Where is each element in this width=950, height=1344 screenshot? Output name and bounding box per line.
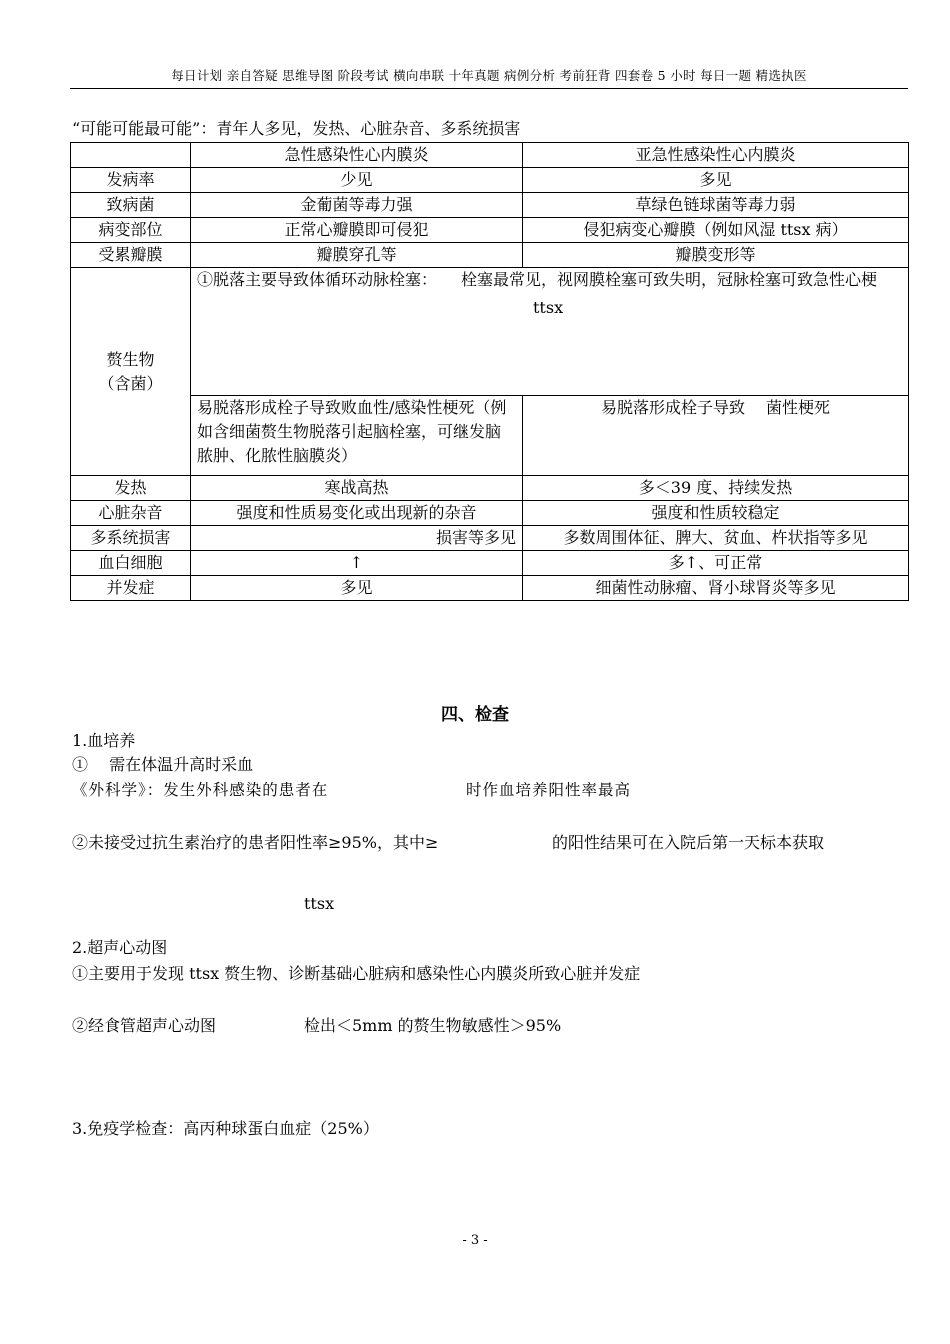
row-label: 病变部位 xyxy=(71,218,191,243)
subacute-cell: 多数周围体征、脾大、贫血、杵状指等多见 xyxy=(523,526,909,551)
acute-cell: ↑ xyxy=(191,551,523,576)
blood-culture-note: ttsx xyxy=(304,894,335,913)
immunology-item: 3.免疫学检查：高丙种球蛋白血症（25%） xyxy=(72,1119,379,1138)
row-label: 发热 xyxy=(71,476,191,501)
row-label: 并发症 xyxy=(71,576,191,601)
column-header-acute: 急性感染性心内膜炎 xyxy=(191,143,523,168)
table-row xyxy=(71,218,909,243)
acute-cell: 瓣膜穿孔等 xyxy=(191,243,523,268)
subacute-cell: 强度和性质较稳定 xyxy=(523,501,909,526)
echo-item-2-part-b: 检出＜5mm 的赘生物敏感性＞95% xyxy=(304,1016,562,1035)
subacute-cell: 草绿色链球菌等毒力弱 xyxy=(523,193,909,218)
row-label: 血白细胞 xyxy=(71,551,191,576)
subacute-cell: 细菌性动脉瘤、肾小球肾炎等多见 xyxy=(523,576,909,601)
row-label: 受累瓣膜 xyxy=(71,243,191,268)
table-row xyxy=(71,526,909,551)
vegetation-label-line2: （含菌） xyxy=(98,373,163,393)
subacute-cell: 多＜39 度、持续发热 xyxy=(523,476,909,501)
table-row xyxy=(71,168,909,193)
surgery-note-part-b: 时作血培养阳性率最高 xyxy=(466,781,632,799)
acute-cell: 易脱落形成栓子导致败血性/感染性梗死（例如含细菌赘生物脱落引起脑栓塞，可继发脑脓肿、化脓性脑膜炎） xyxy=(191,396,523,476)
acute-cell: 损害等多见 xyxy=(191,526,523,551)
row-label: 发病率 xyxy=(71,168,191,193)
section-title: 四、检查 xyxy=(441,705,509,725)
table-row xyxy=(71,476,909,501)
subacute-cell: 多见 xyxy=(523,168,909,193)
acute-cell: 少见 xyxy=(191,168,523,193)
acute-cell: 金葡菌等毒力强 xyxy=(191,193,523,218)
table-corner-cell xyxy=(71,143,191,168)
echo-item-1: ①主要用于发现 ttsx 赘生物、诊断基础心脏病和感染性心内膜炎所致心脏并发症 xyxy=(72,964,641,983)
table-row xyxy=(71,243,909,268)
vegetation-shared-note: ttsx xyxy=(533,298,564,317)
acute-cell: 强度和性质易变化或出现新的杂音 xyxy=(191,501,523,526)
acute-cell: 正常心瓣膜即可侵犯 xyxy=(191,218,523,243)
row-label: 心脏杂音 xyxy=(71,501,191,526)
vegetation-shared-cell xyxy=(191,268,909,396)
page-number: - 3 - xyxy=(462,1233,488,1248)
echo-heading: 2.超声心动图 xyxy=(72,938,168,957)
vegetation-split-row xyxy=(71,396,909,476)
acute-cell: 寒战高热 xyxy=(191,476,523,501)
vegetation-row xyxy=(71,268,909,396)
row-label: 多系统损害 xyxy=(71,526,191,551)
vegetation-label xyxy=(71,268,191,476)
vegetation-shared-text: ①脱落主要导致体循环动脉栓塞： 栓塞最常见，视网膜栓塞可致失明，冠脉栓塞可致急性心梗 xyxy=(197,270,878,289)
acute-cell: 多见 xyxy=(191,576,523,601)
table-row xyxy=(71,576,909,601)
column-header-subacute: 亚急性感染性心内膜炎 xyxy=(523,143,909,168)
blood-culture-heading: 1.血培养 xyxy=(72,731,136,750)
subacute-cell: 易脱落形成栓子导致 菌性梗死 xyxy=(523,396,909,476)
subacute-cell: 多↑、可正常 xyxy=(523,551,909,576)
table-row xyxy=(71,501,909,526)
subacute-cell: 瓣膜变形等 xyxy=(523,243,909,268)
table-header-row xyxy=(71,143,909,168)
row-label: 致病菌 xyxy=(71,193,191,218)
table-row xyxy=(71,551,909,576)
vegetation-label-line1: 赘生物 xyxy=(106,349,155,369)
intro-text: “可能可能最可能”：青年人多见，发热、心脏杂音、多系统损害 xyxy=(72,119,521,138)
blood-culture-item-2-part-b: 的阳性结果可在入院后第一天标本获取 xyxy=(552,833,825,852)
header-divider xyxy=(70,88,908,89)
blood-culture-item-1: ① 需在体温升高时采血 xyxy=(72,755,254,774)
surgery-note-part-a: 《外科学》：发生外科感染的患者在 xyxy=(72,781,329,799)
echo-item-2-part-a: ②经食管超声心动图 xyxy=(72,1016,217,1035)
header-nav-text: 每日计划 亲自答疑 思维导图 阶段考试 横向串联 十年真题 病例分析 考前狂背 四套卷 5 小时 每日一题 精选执医 xyxy=(171,68,807,83)
comparison-table xyxy=(70,142,909,601)
blood-culture-item-2-part-a: ②未接受过抗生素治疗的患者阳性率≥95%，其中≥ xyxy=(72,833,439,852)
table-row xyxy=(71,193,909,218)
subacute-cell: 侵犯病变心瓣膜（例如风湿 ttsx 病） xyxy=(523,218,909,243)
